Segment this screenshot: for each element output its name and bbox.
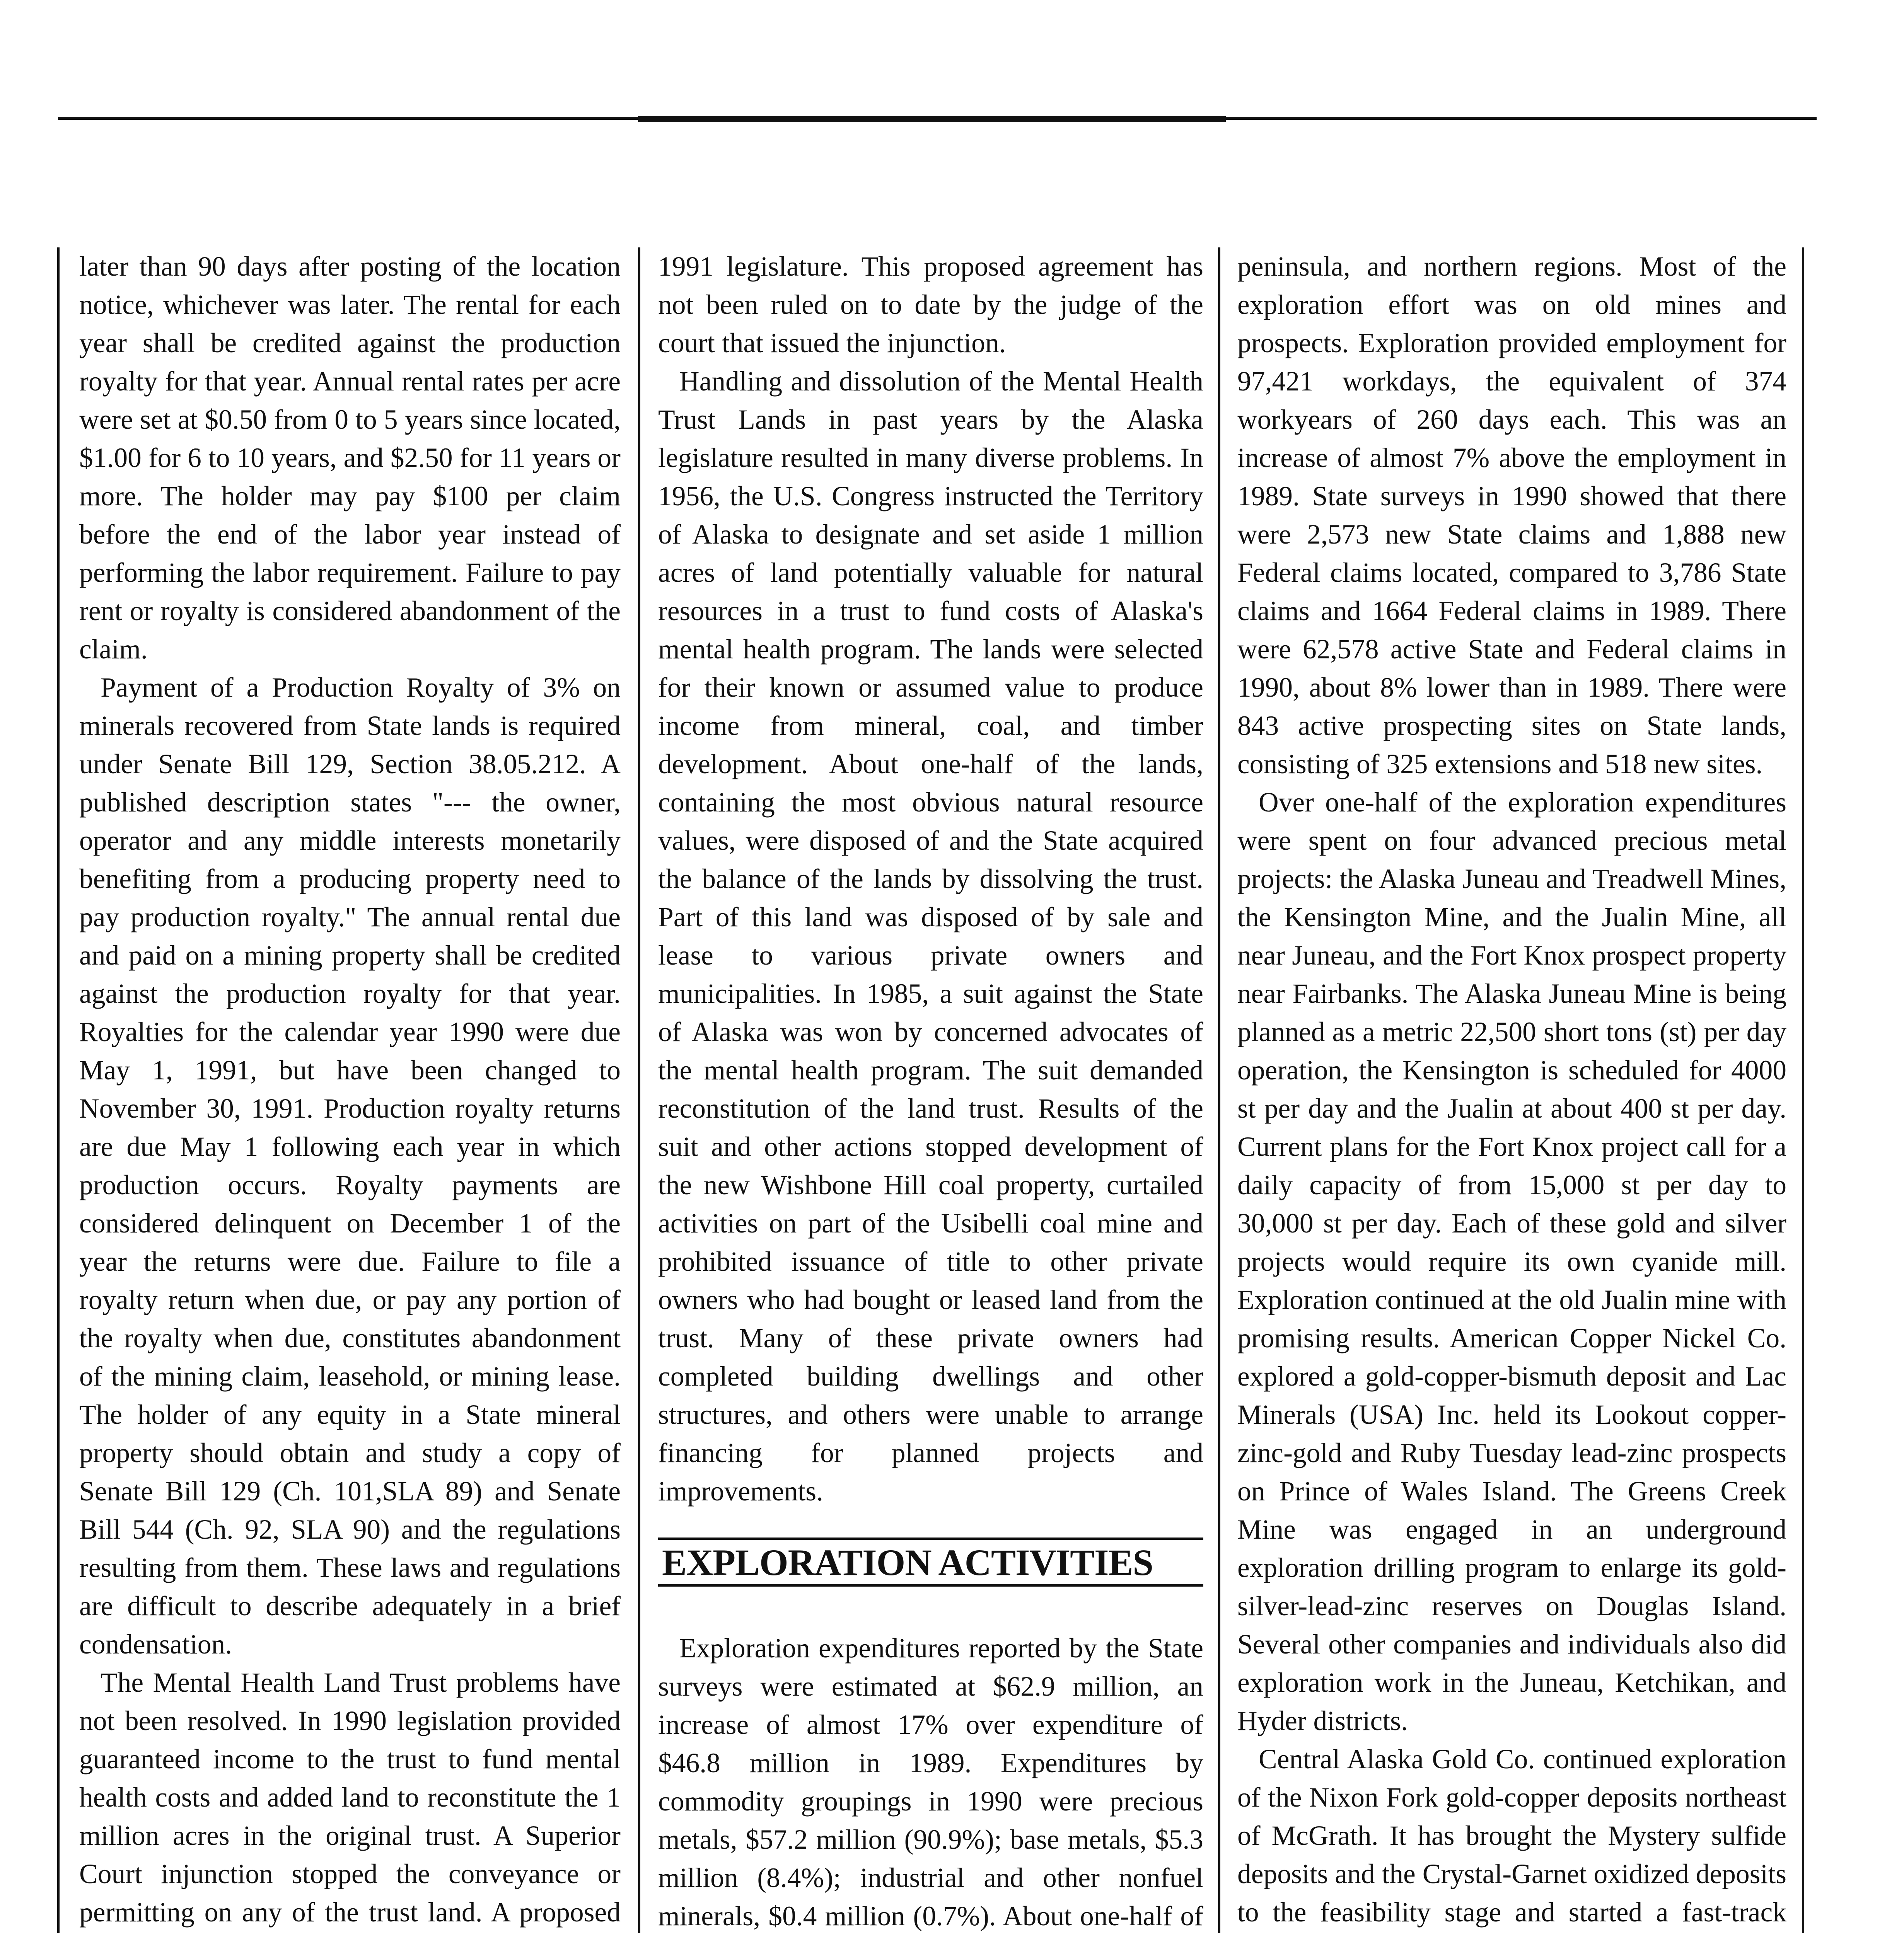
section-heading	[658, 1538, 1203, 1587]
paragraph: Over one-half of the exploration expenditures were spent on four advanced precious metal projects: the Alaska Juneau and Treadwell Mines, the Kensington Mine, and the Jualin Mine, all near Juneau, and the Fort Knox prospect property near Fairbanks. The Alaska Juneau Mine is being planned as a metric 22,500 short tons (st) per day operation, the Kensington is scheduled for 4000 st per day and the Jualin at about 400 st per day. Current plans for the Fort Knox project call for a daily capacity of from 15,000 st per day to 30,000 st per day. Each of these gold and silver projects would require its own cyanide mill. Exploration continued at the old Jualin mine with promising results. American Copper Nickel Co. explored a gold-copper-bismuth deposit and Lac Minerals (USA) Inc. held its Lookout copper-zinc-gold and Ruby Tuesday lead-zinc prospects on Prince of Wales Island. The Greens Creek Mine was engaged in an underground exploration drilling program to enlarge its gold-silver-lead-zinc reserves on Douglas Island. Several other companies and individuals also did exploration work in the Juneau, Ketchikan, and Hyder districts.	[1237, 787, 1786, 1736]
text-column-1	[79, 247, 621, 1933]
column-rule-1-2	[638, 247, 640, 1933]
paragraph: The Mental Health Land Trust problems have not been resolved. In 1990 legislation provided guaranteed income to the trust to fund mental health costs and added land to reconstitute the 1 million acres in the original trust. A Superior Court injunction stopped the conveyance or permitting on any of the trust land. A proposed	[79, 1667, 621, 1928]
paragraph: Payment of a Production Royalty of 3% on minerals recovered from State lands is required under Senate Bill 129, Section 38.05.212. A published description states "--- the owner, operator and any middle interests monetarily benefiting from a producing property need to pay production royalty." The annual rental due and paid on a mining property shall be credited against the production royalty for that year. Royalties for the calendar year 1990 were due May 1, 1991, but have been changed to November 30, 1991. Production royalty returns are due May 1 following each year in which production occurs. Royalty payments are considered delinquent on December 1 of the year the returns were due. Failure to file a royalty return when due, or pay any portion of the royalty when due, constitutes abandonment of the mining claim, leasehold, or mining lease. The holder of any equity in a State mineral property should obtain and study a copy of Senate Bill 129 (Ch. 101,SLA 89) and Senate Bill 544 (Ch. 92, SLA 90) and the regulations resulting from them. These laws and regulations are difficult to describe adequately in a brief condensation.	[79, 672, 621, 1660]
column-rule-2-3	[1218, 247, 1220, 1933]
header-rule-thick-segment	[638, 116, 1226, 122]
paragraph: Central Alaska Gold Co. continued exploration of the Nixon Fork gold-copper deposits northeast of McGrath. It has brought the Mystery sulfide deposits and the Crystal-Garnet oxidized deposits to the feasibility stage and started a fast-track	[1237, 1744, 1786, 1928]
paragraph: 1991 legislature. This proposed agreement has not been ruled on to date by the judge of the court that issued the injunction.	[658, 251, 1203, 358]
column-rule-left	[57, 247, 60, 1933]
paragraph: peninsula, and northern regions. Most of the exploration effort was on old mines and prospects. Exploration provided employment for 97,421 workdays, the equivalent of 374 workyears of 260 days each. This was an increase of almost 7% above the employment in 1989. State surveys in 1990 showed that there were 2,573 new State claims and 1,888 new Federal claims located, compared to 3,786 State claims and 1664 Federal claims in 1989. There were 62,578 active State and Federal claims in 1990, about 8% lower than in 1989. There were 843 active prospecting sites on State lands, consisting of 325 extensions and 518 new sites.	[1237, 251, 1786, 779]
paragraph: Exploration expenditures reported by the State surveys were estimated at $62.9 million, an increase of almost 17% over expenditure of $46.8 million in 1989. Expenditures by commodity groupings in 1990 were precious metals, $57.2 million (90.9%); base metals, $5.3 million (8.4%); industrial and other nonfuel minerals, $0.4 million (0.7%). About one-half of	[658, 1633, 1203, 1931]
column-rule-right	[1802, 247, 1804, 1933]
paragraph: later than 90 days after posting of the location notice, whichever was later. The rental for each year shall be credited against the production royalty for that year. Annual rental rates per acre were set at $0.50 from 0 to 5 years since located, $1.00 for 6 to 10 years, and $2.50 for 11 years or more. The holder may pay $100 per claim before the end of the labor year instead of performing the labor requirement. Failure to pay rent or royalty is considered abandonment of the claim.	[79, 251, 621, 665]
text-column-3	[1237, 247, 1786, 1933]
text-column-2	[658, 247, 1203, 1933]
paragraph: Handling and dissolution of the Mental Health Trust Lands in past years by the Alaska legislature resulted in many diverse problems. In 1956, the U.S. Congress instructed the Territory of Alaska to designate and set aside 1 million acres of land potentially valuable for natural resources in a trust to fund costs of Alaska's mental health program. The lands were selected for their known or assumed value to produce income from mineral, coal, and timber development. About one-half of the lands, containing the most obvious natural resource values, were disposed of and the State acquired the balance of the lands by dissolving the trust. Part of this land was disposed of by sale and lease to various private owners and municipalities. In 1985, a suit against the State of Alaska was won by concerned advocates of the mental health program. The suit demanded reconstitution of the land trust. Results of the suit and other actions stopped development of the new Wishbone Hill coal property, curtailed activities on part of the Usibelli coal mine and prohibited issuance of title to other private owners who had bought or leased land from the trust. Many of these private owners had completed building dwellings and other structures, and others were unable to arrange financing for planned projects and improvements.	[658, 366, 1203, 1507]
section-heading-text: EXPLORATION ACTIVITIES	[662, 1542, 1153, 1583]
